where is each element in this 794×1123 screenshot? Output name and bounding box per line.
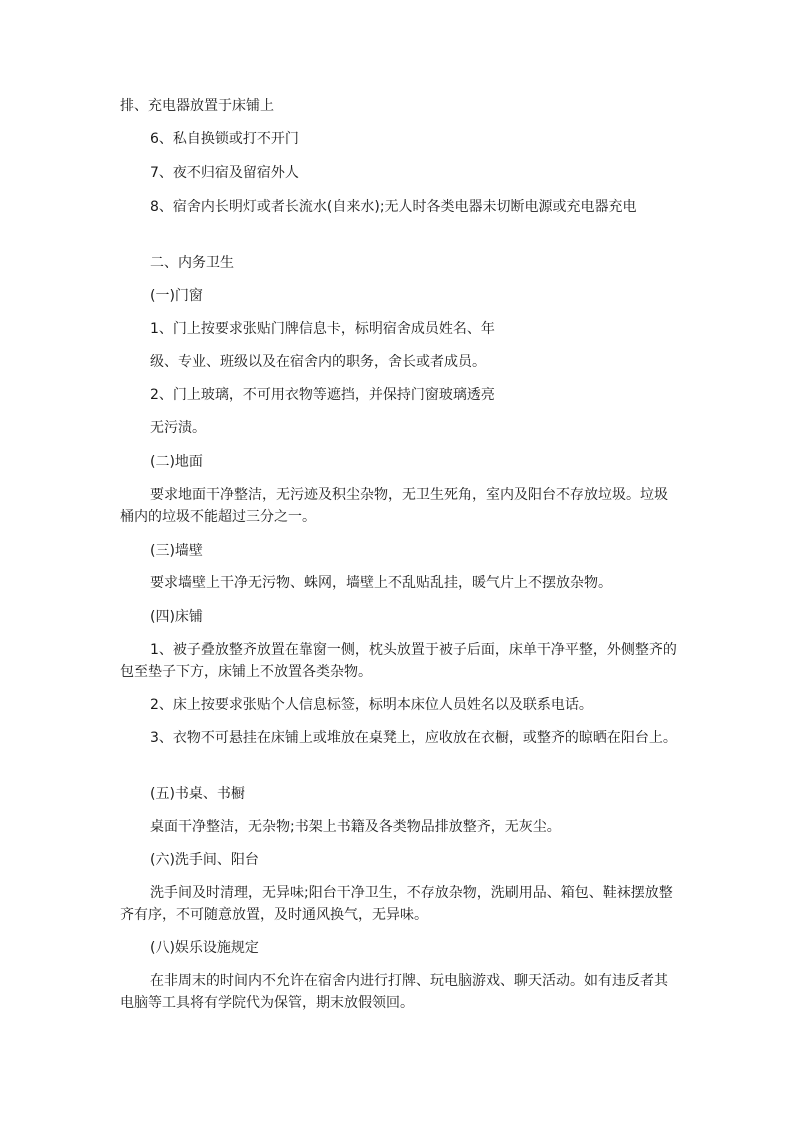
paragraph-14: 要求墙壁上干净无污物、蛛网，墙壁上不乱贴乱挂，暖气片上不摆放杂物。 [150,575,612,591]
paragraph-16: 1、被子叠放整齐放置在靠窗一侧，枕头放置于被子后面，床单干净平整，外侧整齐的包至垫子下方，床铺上不放置各类杂物。 [120,642,677,680]
paragraph-3: 7、夜不归宿及留宿外人 [150,165,299,181]
paragraph-7: 1、门上按要求张贴门牌信息卡，标明宿舍成员姓名、年 [150,321,495,337]
paragraph-10: 无污渍。 [150,420,206,436]
subheading-entertainment: (八)娱乐设施规定 [150,940,259,956]
subheading-walls: (三)墙壁 [150,543,203,559]
section-heading-housekeeping: 二、内务卫生 [150,255,234,271]
paragraph-12: 要求地面干净整洁，无污迹及积尘杂物，无卫生死角，室内及阳台不存放垃圾。垃圾桶内的垃圾不能超过三分之一。 [120,487,668,525]
paragraph-8: 级、专业、班级以及在宿舍内的职务，舍长或者成员。 [150,354,486,370]
subheading-floor: (二)地面 [150,454,203,470]
paragraph-24: 在非周末的时间内不允许在宿舍内进行打牌、玩电脑游戏、聊天活动。如有违反者其电脑等工具将有学院代为保管，期末放假领回。 [120,973,668,1011]
subheading-beds: (四)床铺 [150,609,203,625]
subheading-desk-bookcase: (五)书桌、书橱 [150,786,245,802]
paragraph-20: 桌面干净整洁，无杂物;书架上书籍及各类物品排放整齐，无灰尘。 [150,819,561,835]
paragraph-4: 8、宿舍内长明灯或者长流水(自来水);无人时各类电器未切断电源或充电器充电 [150,199,637,215]
paragraph-22: 洗手间及时清理，无异味;阳台干净卫生，不存放杂物，洗刷用品、箱包、鞋袜摆放整齐有序，不可随意放置，及时通风换气，无异味。 [120,885,673,923]
paragraph-17: 2、床上按要求张贴个人信息标签，标明本床位人员姓名以及联系电话。 [150,697,593,713]
paragraph-9: 2、门上玻璃，不可用衣物等遮挡，并保持门窗玻璃透亮 [150,387,495,403]
paragraph-18: 3、衣物不可悬挂在床铺上或堆放在桌凳上，应收放在衣橱，或整齐的晾晒在阳台上。 [150,730,677,746]
paragraph-1: 排、充电器放置于床铺上 [120,98,274,114]
subheading-doors-windows: (一)门窗 [150,288,203,304]
subheading-washroom-balcony: (六)洗手间、阳台 [150,852,259,868]
paragraph-2: 6、私自换锁或打不开门 [150,131,299,147]
